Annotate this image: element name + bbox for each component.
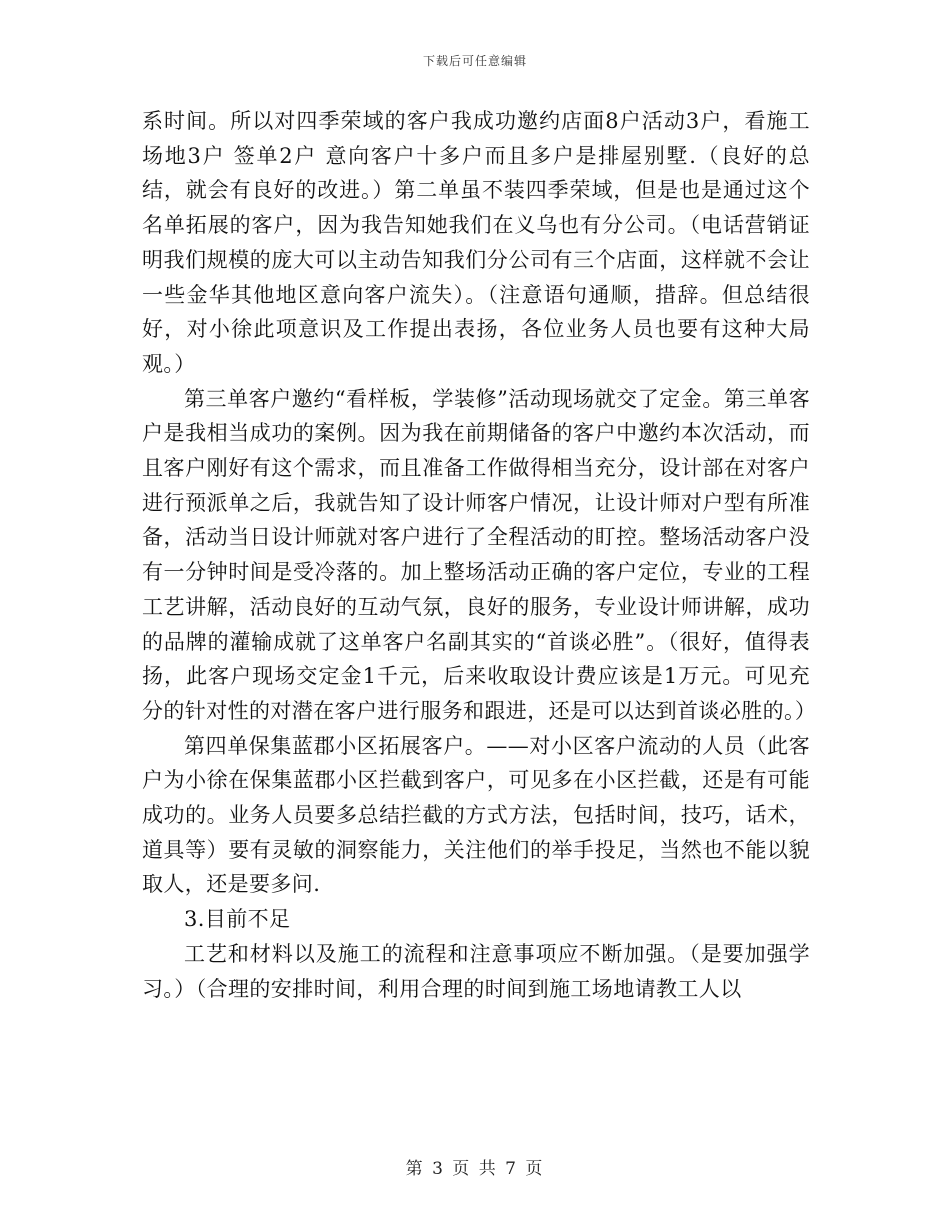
paragraph-continued: 系时间。所以对四季荣域的客户我成功邀约店面8户活动3户，看施工场地3户 签单2户 意向客户十多户而且多户是排屋别墅.（良好的总结，就会有良好的改进。）第二单虽不装四季荣域，但是也是通过这个名单拓展的客户，因为我告知她我们在义乌也有分公司。（电话营销证明我们规模的庞大可以主动告知我们分公司有三个店面，这样就不会让一些金华其他地区意向客户流失）。（注意语句通顺，措辞。但总结很好，对小徐此项意识及工作提出表扬，各位业务人员也要有这种大局观。） [142, 109, 810, 376]
paragraph-shortcomings: 工艺和材料以及施工的流程和注意事项应不断加强。（是要加强学习。）（合理的安排时间，利用合理的时间到施工场地请教工人以 [142, 941, 810, 1001]
page-number: 第 3 页 共 7 页 [405, 1159, 545, 1179]
section-heading-shortcomings: 3.目前不足 [184, 907, 291, 932]
page-header: 下载后可任意编辑 [422, 54, 527, 68]
paragraph-third-order: 第三单客户邀约“看样板，学装修”活动现场就交了定金。第三单客户是我相当成功的案例。因为我在前期储备的客户中邀约本次活动，而且客户刚好有这个需求，而且准备工作做得相当充分，设计部在对客户进行预派单之后，我就告知了设计师客户情况，让设计师对户型有所准备，活动当日设计师就对客户进行了全程活动的盯控。整场活动客户没有一分钟时间是受冷落的。加上整场活动正确的客户定位，专业的工程工艺讲解，活动良好的互动气氛，良好的服务，专业设计师讲解，成功的品牌的灌输成就了这单客户名副其实的“首谈必胜”。（很好，值得表扬，此客户现场交定金1千元，后来收取设计费应该是1万元。可见充分的针对性的对潜在客户进行服务和跟进，还是可以达到首谈必胜的。） [142, 386, 817, 723]
paragraph-fourth-order: 第四单保集蓝郡小区拓展客户。——对小区客户流动的人员（此客户为小徐在保集蓝郡小区拦截到客户，可见多在小区拦截，还是有可能成功的。业务人员要多总结拦截的方式方法，包括时间，技巧，话术，道具等）要有灵敏的洞察能力，关注他们的举手投足，当然也不能以貌取人，还是要多问. [142, 733, 810, 897]
document-body [142, 104, 817, 1006]
